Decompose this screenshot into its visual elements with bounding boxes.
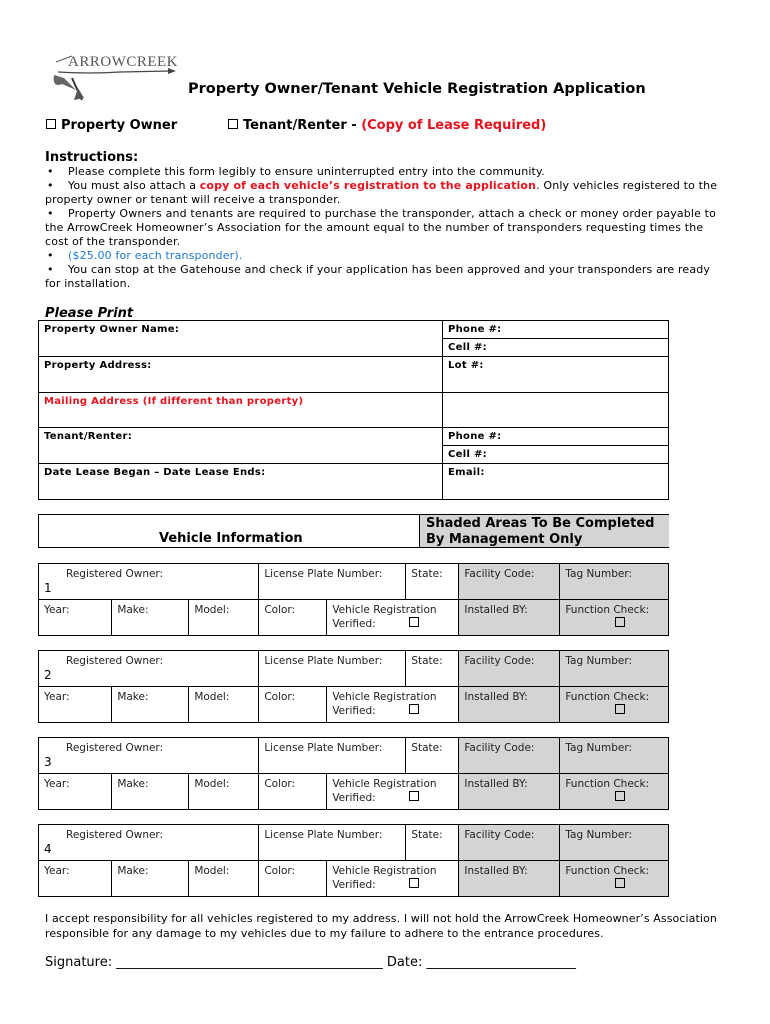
year-field[interactable]: Year:: [39, 687, 112, 723]
model-field[interactable]: Model:: [189, 861, 259, 897]
registered-owner-field[interactable]: Registered Owner:: [39, 825, 259, 861]
year-field[interactable]: Year:: [39, 774, 112, 810]
form-title: Property Owner/Tenant Vehicle Registration Application: [188, 81, 646, 97]
property-owner-label: Property Owner: [61, 118, 178, 133]
year-field[interactable]: Year:: [39, 861, 112, 897]
color-field[interactable]: Color:: [259, 687, 327, 723]
registered-owner-field[interactable]: Registered Owner:: [39, 738, 259, 774]
lot-field[interactable]: Lot #:: [443, 357, 669, 393]
tenant-cell-field[interactable]: Cell #:: [443, 446, 669, 464]
state-field[interactable]: State:: [406, 651, 459, 687]
license-plate-field[interactable]: License Plate Number:: [259, 651, 406, 687]
function-check-field: Function Check:: [560, 600, 669, 636]
instruction-item: • You can stop at the Gatehouse and check if your application has been approved and your transponders are ready for installation.: [45, 263, 711, 290]
property-owner-option[interactable]: [46, 118, 177, 133]
owner-info-table: [38, 320, 669, 500]
logo-text: ARROWCREEK: [68, 54, 178, 70]
license-plate-field[interactable]: License Plate Number:: [259, 738, 406, 774]
make-field[interactable]: Make:: [112, 600, 189, 636]
tag-number-field: Tag Number:: [560, 651, 669, 687]
cell-field[interactable]: Cell #:: [443, 339, 669, 357]
arrowcreek-logo: [50, 48, 180, 108]
model-field[interactable]: Model:: [189, 687, 259, 723]
vehicle-block: [38, 650, 669, 722]
verified-checkbox[interactable]: [409, 617, 419, 627]
vehicle-number: 3: [44, 755, 52, 769]
color-field[interactable]: Color:: [259, 600, 327, 636]
make-field[interactable]: Make:: [112, 687, 189, 723]
vehicle-table: [38, 737, 669, 810]
registration-verified-field[interactable]: Vehicle Registration Verified:: [327, 687, 459, 723]
function-check-checkbox: [615, 791, 625, 801]
vehicle-info-title: Vehicle Information: [159, 531, 303, 546]
vehicle-block: [38, 563, 669, 635]
tenant-field[interactable]: Tenant/Renter:: [39, 428, 443, 464]
facility-code-field: Facility Code:: [459, 651, 560, 687]
tenant-phone-field[interactable]: Phone #:: [443, 428, 669, 446]
state-field[interactable]: State:: [406, 825, 459, 861]
signature-line: [45, 955, 576, 970]
make-field[interactable]: Make:: [112, 774, 189, 810]
property-address-field[interactable]: Property Address:: [39, 357, 443, 393]
model-field[interactable]: Model:: [189, 774, 259, 810]
registration-verified-field[interactable]: Vehicle Registration Verified:: [327, 774, 459, 810]
email-field[interactable]: Email:: [443, 464, 669, 500]
instructions-list: [45, 165, 725, 291]
installed-by-field: Installed BY:: [459, 687, 560, 723]
acceptance-statement: I accept responsibility for all vehicles registered to my address. I will not hold the ArrowCreek Homeowner’s Association responsible for any damage to my vehicles due to my failure to adhere to the entrance procedures.: [45, 912, 717, 940]
function-check-field: Function Check:: [560, 774, 669, 810]
registered-owner-field[interactable]: Registered Owner:: [39, 651, 259, 687]
instructions-heading: Instructions:: [45, 150, 139, 165]
installed-by-field: Installed BY:: [459, 600, 560, 636]
facility-code-field: Facility Code:: [459, 738, 560, 774]
facility-code-field: Facility Code:: [459, 825, 560, 861]
tenant-option[interactable]: [228, 118, 546, 133]
vehicle-table: [38, 650, 669, 723]
tenant-checkbox[interactable]: [228, 119, 238, 129]
signature-field[interactable]: _________________________________________: [116, 955, 383, 970]
instruction-item: • You must also attach a copy of each vehicle’s registration to the application. Only vehicles registered to the property owner or tenant will receive a transponder.: [45, 179, 718, 206]
date-label: Date:: [382, 955, 427, 970]
please-print-heading: Please Print: [45, 306, 134, 321]
state-field[interactable]: State:: [406, 564, 459, 600]
installed-by-field: Installed BY:: [459, 861, 560, 897]
verified-checkbox[interactable]: [409, 704, 419, 714]
vehicle-number: 4: [44, 842, 52, 856]
color-field[interactable]: Color:: [259, 861, 327, 897]
mailing-address-field[interactable]: Mailing Address (If different than property): [39, 393, 443, 428]
installed-by-field: Installed BY:: [459, 774, 560, 810]
verified-checkbox[interactable]: [409, 878, 419, 888]
vehicle-table: [38, 563, 669, 636]
tag-number-field: Tag Number:: [560, 564, 669, 600]
function-check-field: Function Check:: [560, 861, 669, 897]
state-field[interactable]: State:: [406, 738, 459, 774]
verified-checkbox[interactable]: [409, 791, 419, 801]
registration-verified-field[interactable]: Vehicle Registration Verified:: [327, 861, 459, 897]
vehicle-info-header: [38, 514, 669, 548]
lease-dates-field[interactable]: Date Lease Began – Date Lease Ends:: [39, 464, 443, 500]
tag-number-field: Tag Number:: [560, 738, 669, 774]
function-check-checkbox: [615, 617, 625, 627]
instruction-item: • Property Owners and tenants are required to purchase the transponder, attach a check or money order payable to the ArrowCreek Homeowner’s Association for the amount equal to the number of transponders requesting times the cost of the transponder.: [45, 207, 717, 248]
shaded-areas-note: Shaded Areas To Be Completed By Management Only: [419, 515, 669, 547]
vehicle-number: 2: [44, 668, 52, 682]
vehicle-block: [38, 737, 669, 809]
license-plate-field[interactable]: License Plate Number:: [259, 825, 406, 861]
signature-label: Signature:: [45, 955, 117, 970]
vehicle-table: [38, 824, 669, 897]
registered-owner-field[interactable]: Registered Owner:: [39, 564, 259, 600]
registration-verified-field[interactable]: Vehicle Registration Verified:: [327, 600, 459, 636]
year-field[interactable]: Year:: [39, 600, 112, 636]
instruction-item: • Please complete this form legibly to ensure uninterrupted entry into the community.: [47, 165, 545, 178]
property-owner-checkbox[interactable]: [46, 119, 56, 129]
owner-name-field[interactable]: Property Owner Name:: [39, 321, 443, 357]
tenant-label: Tenant/Renter -: [243, 118, 362, 133]
function-check-field: Function Check:: [560, 687, 669, 723]
model-field[interactable]: Model:: [189, 600, 259, 636]
vehicle-block: [38, 824, 669, 896]
mailing-address-extra[interactable]: [443, 393, 669, 428]
tag-number-field: Tag Number:: [560, 825, 669, 861]
instruction-item: • ($25.00 for each transponder).: [47, 249, 243, 262]
function-check-checkbox: [615, 704, 625, 714]
date-field[interactable]: _______________________: [426, 955, 576, 970]
make-field[interactable]: Make:: [112, 861, 189, 897]
vehicle-number: 1: [44, 581, 52, 595]
color-field[interactable]: Color:: [259, 774, 327, 810]
lease-required-note: (Copy of Lease Required): [361, 118, 547, 133]
function-check-checkbox: [615, 878, 625, 888]
phone-field[interactable]: Phone #:: [443, 321, 669, 339]
license-plate-field[interactable]: License Plate Number:: [259, 564, 406, 600]
facility-code-field: Facility Code:: [459, 564, 560, 600]
